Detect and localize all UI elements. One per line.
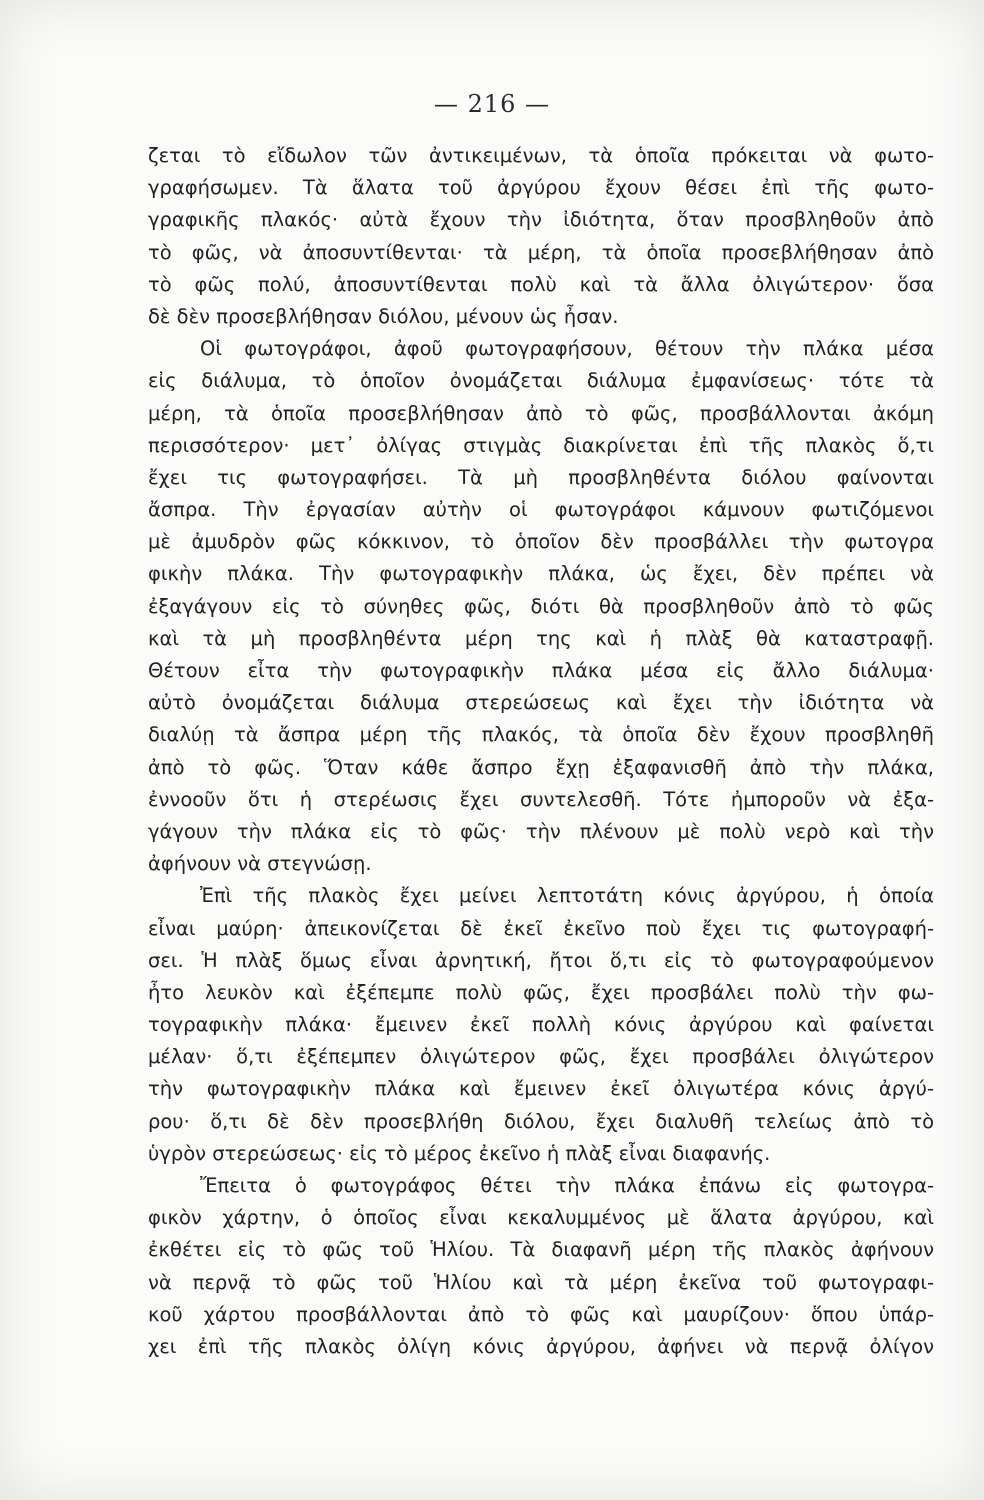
text-line: σει. Ἡ πλὰξ ὅμως εἶναι ἀρνητική, ἤτοι ὅ,τι εἰς τὸ φωτογραφούμενον <box>148 948 934 972</box>
text-line: εἰς διάλυμα, τὸ ὁποῖον ὀνομάζεται διάλυμα ἐμφανίσεως· τότε τὰ <box>148 369 934 393</box>
text-line: γάγουν τὴν πλάκα εἰς τὸ φῶς· τὴν πλένουν μὲ πολὺ νερὸ καὶ τὴν <box>148 819 934 843</box>
text-line: κοῦ χάρτου προσβάλλονται ἀπὸ τὸ φῶς καὶ μαυρίζουν· ὅπου ὑπάρ- <box>148 1302 934 1326</box>
text-line: μὲ ἀμυδρὸν φῶς κόκκινον, τὸ ὁποῖον δὲν προσβάλλει τὴν φωτογρα <box>148 530 934 554</box>
text-line: τογραφικὴν πλάκα· ἔμεινεν ἐκεῖ πολλὴ κόνις ἀργύρου καὶ φαίνεται <box>148 1013 934 1037</box>
text-line: Θέτουν εἶτα τὴν φωτογραφικὴν πλάκα μέσα εἰς ἄλλο διάλυμα· <box>148 659 934 682</box>
text-line: ἐκθέτει εἰς τὸ φῶς τοῦ Ἡλίου. Τὰ διαφανῆ μέρη τῆς πλακὸς ἀφήνουν <box>148 1238 934 1262</box>
text-line: Οἱ φωτογράφοι, ἀφοῦ φωτογραφήσουν, θέτουν τὴν πλάκα μέσα <box>200 337 934 361</box>
text-line: διαλύῃ τὰ ἄσπρα μέρη τῆς πλακός, τὰ ὁποῖα δὲν ἔχουν προσβληθῆ <box>148 723 934 747</box>
text-line: νὰ περνᾷ τὸ φῶς τοῦ Ἡλίου καὶ τὰ μέρη ἐκεῖνα τοῦ φωτογραφι- <box>148 1270 934 1294</box>
text-line: Ἔπειτα ὁ φωτογράφος θέτει τὴν πλάκα ἐπάνω εἰς φωτογρα- <box>200 1174 934 1197</box>
text-line: ὑγρὸν στερεώσεως· εἰς τὸ μέρος ἐκεῖνο ἡ πλὰξ εἶναι διαφανής. <box>148 1141 771 1165</box>
page-number: — 216 — <box>433 90 551 118</box>
text-line: ἐννοοῦν ὅτι ἡ στερέωσις ἔχει συντελεσθῆ. Τότε ἠμποροῦν νὰ ἐξα- <box>148 787 934 811</box>
text-line: μέρη, τὰ ὁποῖα προσεβλήθησαν ἀπὸ τὸ φῶς, προσβάλλονται ἀκόμη <box>148 401 934 425</box>
text-line: γραφικῆς πλακός· αὐτὰ ἔχουν τὴν ἰδιότητα, ὅταν προσβληθοῦν ἀπὸ <box>148 208 934 232</box>
text-line: τὸ φῶς, νὰ ἀποσυντίθενται· τὰ μέρη, τὰ ὁποῖα προσεβλήθησαν ἀπὸ <box>148 240 934 264</box>
text-line: αὐτὸ ὀνομάζεται διάλυμα στερεώσεως καὶ ἔχει τὴν ἰδιότητα νὰ <box>148 691 934 715</box>
text-line: εἶναι μαύρη· ἀπεικονίζεται δὲ ἐκεῖ ἐκεῖνο ποὺ ἔχει τις φωτογραφή- <box>148 916 934 940</box>
text-line: δὲ δὲν προσεβλήθησαν διόλου, μένουν ὡς ἦσαν. <box>148 304 619 328</box>
text-line: καὶ τὰ μὴ προσβληθέντα μέρη της καὶ ἡ πλὰξ θὰ καταστραφῇ. <box>148 626 934 650</box>
body-text <box>148 140 934 1363</box>
text-line: Ἐπὶ τῆς πλακὸς ἔχει μείνει λεπτοτάτη κόνις ἀργύρου, ἡ ὁποία <box>200 884 934 908</box>
text-line: ρου· ὅ,τι δὲ δὲν προσεβλήθη διόλου, ἔχει διαλυθῆ τελείως ἀπὸ τὸ <box>148 1109 934 1133</box>
text-line: ἐξαγάγουν εἰς τὸ σύνηθες φῶς, διότι θὰ προσβληθοῦν ἀπὸ τὸ φῶς <box>148 594 934 618</box>
text-line: φικὸν χάρτην, ὁ ὁποῖος εἶναι κεκαλυμμένος μὲ ἅλατα ἀργύρου, καὶ <box>148 1206 934 1230</box>
text-line: ἀφήνουν νὰ στεγνώσῃ. <box>148 852 372 876</box>
text-line: περισσότερον· μετ᾽ ὀλίγας στιγμὰς διακρίνεται ἐπὶ τῆς πλακὸς ὅ,τι <box>148 433 934 457</box>
text-line: τὴν φωτογραφικὴν πλάκα καὶ ἔμεινεν ἐκεῖ ὀλιγωτέρα κόνις ἀργύ- <box>148 1077 934 1101</box>
text-line: μέλαν· ὅ,τι ἐξέπεμπεν ὀλιγώτερον φῶς, ἔχει προσβάλει ὀλιγώτερον <box>148 1045 934 1069</box>
text-line: ἔχει τις φωτογραφήσει. Τὰ μὴ προσβληθέντα διόλου φαίνονται <box>148 465 934 489</box>
text-line: χει ἐπὶ τῆς πλακὸς ὀλίγη κόνις ἀργύρου, ἀφήνει νὰ περνᾷ ὀλίγον <box>148 1334 934 1358</box>
text-line: γραφήσωμεν. Τὰ ἅλατα τοῦ ἀργύρου ἔχουν θέσει ἐπὶ τῆς φωτο- <box>148 176 934 200</box>
text-line: ζεται τὸ εἴδωλον τῶν ἀντικειμένων, τὰ ὁποῖα πρόκειται νὰ φωτο- <box>148 144 934 167</box>
text-line: φικὴν πλάκα. Τὴν φωτογραφικὴν πλάκα, ὡς ἔχει, δὲν πρέπει νὰ <box>148 562 934 586</box>
text-line: ἀπὸ τὸ φῶς. Ὅταν κάθε ἄσπρο ἔχῃ ἐξαφανισθῆ ἀπὸ τὴν πλάκα, <box>148 755 934 779</box>
text-line: τὸ φῶς πολύ, ἀποσυντίθενται πολὺ καὶ τὰ ἄλλα ὀλιγώτερον· ὅσα <box>148 272 934 296</box>
text-line: ἄσπρα. Τὴν ἐργασίαν αὐτὴν οἱ φωτογράφοι κάμνουν φωτιζόμενοι <box>148 498 934 522</box>
text-line: ἦτο λευκὸν καὶ ἐξέπεμπε πολὺ φῶς, ἔχει προσβάλει πολὺ τὴν φω- <box>148 980 934 1004</box>
